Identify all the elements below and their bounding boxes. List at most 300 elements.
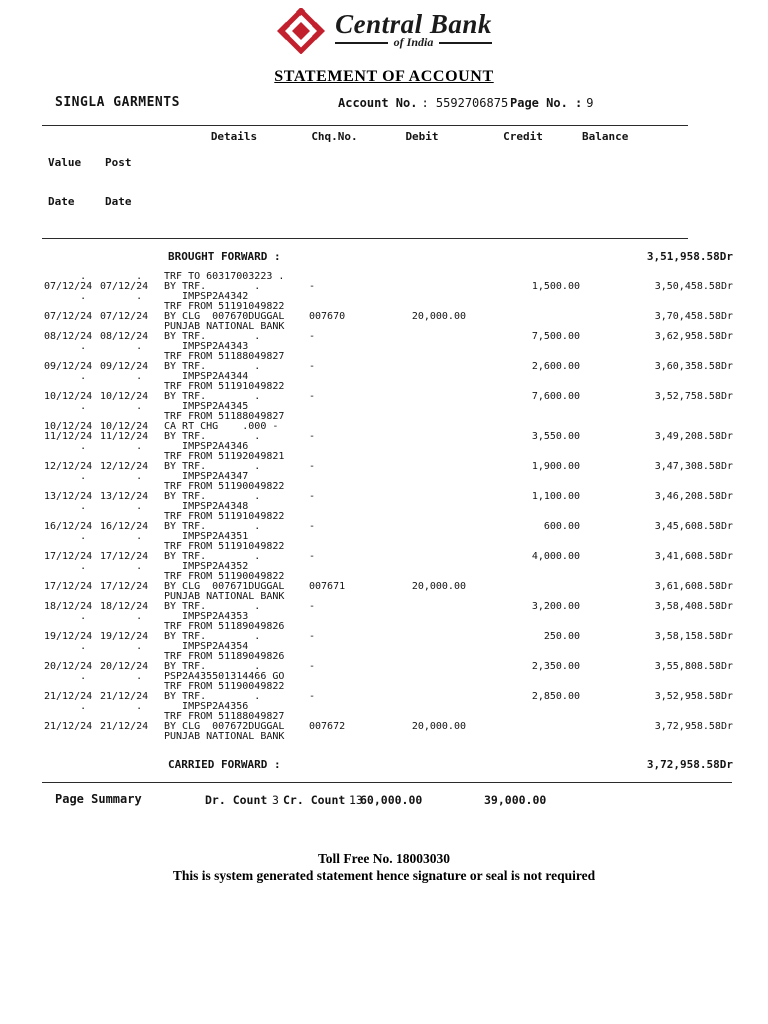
- cell-credit: [466, 702, 580, 712]
- cell-chq-no: -: [309, 491, 316, 502]
- cell-debit: [360, 462, 466, 472]
- cell-credit: [466, 562, 580, 572]
- cell-details: PUNJAB NATIONAL BANK: [164, 321, 285, 332]
- cell-debit: [360, 282, 466, 292]
- table-row: [44, 732, 768, 742]
- cell-post-date: .: [100, 701, 143, 712]
- cell-value-date: 16/12/24: [44, 521, 93, 532]
- cell-details: BY TRF. .: [164, 281, 261, 292]
- cell-chq-no: -: [309, 331, 316, 342]
- cell-chq-no: [304, 532, 360, 542]
- cell-post-date: .: [100, 341, 143, 352]
- cell-post-date: 09/12/24: [100, 361, 149, 372]
- cell-chq-no: -: [309, 521, 316, 532]
- cell-credit: [466, 712, 580, 722]
- cell-chq-no: -: [309, 691, 316, 702]
- table-row: [44, 292, 768, 302]
- cell-value-date: .: [44, 341, 87, 352]
- cell-chq-no: [304, 612, 360, 622]
- cell-post-date: .: [100, 611, 143, 622]
- cell-details: BY TRF. .: [164, 521, 261, 532]
- table-row: [44, 722, 768, 732]
- cell-details: BY TRF. .: [164, 691, 261, 702]
- cell-details: BY TRF. .: [164, 601, 261, 612]
- cell-chq-no: 007671: [309, 581, 346, 592]
- account-number: [338, 96, 508, 110]
- cell-chq-no: -: [309, 281, 316, 292]
- cell-balance: 3,70,458.58Dr: [654, 311, 733, 322]
- cell-details: CA RT CHG .000 -: [164, 421, 279, 432]
- cell-chq-no: -: [309, 631, 316, 642]
- cell-balance: 3,58,158.58Dr: [654, 631, 733, 642]
- cell-credit: [466, 642, 580, 652]
- bank-name-sub: of India: [393, 35, 434, 49]
- cr-count-label: Cr. Count: [283, 793, 346, 807]
- cell-post-date: 07/12/24: [100, 311, 149, 322]
- cell-balance: [580, 412, 733, 422]
- cell-credit: 3,550.00: [531, 431, 580, 442]
- cell-balance: [580, 702, 733, 712]
- table-row: [44, 412, 768, 422]
- cell-value-date: 19/12/24: [44, 631, 93, 642]
- carried-forward-row: [44, 759, 768, 771]
- cell-post-date: .: [100, 441, 143, 452]
- cell-credit: [466, 402, 580, 412]
- transaction-rows: [0, 272, 768, 742]
- table-row: [44, 642, 768, 652]
- cell-debit: [360, 702, 466, 712]
- cell-details: BY TRF. .: [164, 431, 261, 442]
- cell-details: TRF FROM 51190049822: [164, 571, 285, 582]
- cell-post-date: 17/12/24: [100, 551, 149, 562]
- cell-debit: [360, 472, 466, 482]
- cell-balance: 3,60,358.58Dr: [654, 361, 733, 372]
- cell-details: BY TRF. .: [164, 361, 261, 372]
- cell-chq-no: [304, 402, 360, 412]
- cell-credit: [466, 312, 580, 322]
- cell-credit: [466, 292, 580, 302]
- cell-details: BY TRF. .: [164, 631, 261, 642]
- cell-balance: 3,61,608.58Dr: [654, 581, 733, 592]
- cr-count-value: 13: [349, 793, 363, 807]
- cell-chq-no: -: [309, 431, 316, 442]
- cell-details: TRF FROM 51191049822: [164, 381, 285, 392]
- cell-balance: [580, 472, 733, 482]
- cell-post-date: .: [100, 291, 143, 302]
- cell-balance: [580, 402, 733, 412]
- cell-debit: [360, 352, 466, 362]
- cell-credit: 7,500.00: [531, 331, 580, 342]
- cell-details: BY TRF. .: [164, 551, 261, 562]
- cell-balance: 3,55,808.58Dr: [654, 661, 733, 672]
- cell-chq-no: [304, 342, 360, 352]
- cell-balance: [580, 672, 733, 682]
- table-row: [44, 342, 768, 352]
- cell-chq-no: [304, 292, 360, 302]
- cell-balance: 3,50,458.58Dr: [654, 281, 733, 292]
- cell-value-date: .: [44, 271, 87, 282]
- cell-debit: [360, 442, 466, 452]
- cell-credit: [466, 582, 580, 592]
- cell-post-date: .: [100, 401, 143, 412]
- cell-details: BY TRF. .: [164, 491, 261, 502]
- cell-details: IMPSP2A4343: [164, 341, 249, 352]
- disclaimer-line: This is system generated statement hence signature or seal is not required: [172, 868, 596, 883]
- cell-details: TRF FROM 51190049822: [164, 481, 285, 492]
- brought-forward-row: [44, 251, 768, 263]
- cell-balance: 3,46,208.58Dr: [654, 491, 733, 502]
- table-row: [44, 312, 768, 322]
- cell-details: IMPSP2A4353: [164, 611, 249, 622]
- cell-credit: 600.00: [543, 521, 580, 532]
- cell-details: IMPSP2A4342: [164, 291, 249, 302]
- cell-balance: 3,72,958.58Dr: [654, 721, 733, 732]
- col-header-debit: Debit: [405, 130, 439, 143]
- cell-post-date: 08/12/24: [100, 331, 149, 342]
- cell-debit: [360, 632, 466, 642]
- cell-value-date: 08/12/24: [44, 331, 93, 342]
- cell-details: PUNJAB NATIONAL BANK: [164, 731, 285, 742]
- cell-details: IMPSP2A4351: [164, 531, 249, 542]
- cell-balance: 3,45,608.58Dr: [654, 521, 733, 532]
- cell-balance: [580, 732, 733, 742]
- cell-post-date: .: [100, 561, 143, 572]
- cell-chq-no: [304, 412, 360, 422]
- cell-chq-no: [304, 502, 360, 512]
- table-header: [44, 126, 768, 238]
- cell-value-date: .: [44, 401, 87, 412]
- cell-details: TRF FROM 51188049827: [164, 711, 285, 722]
- cell-balance: 3,58,408.58Dr: [654, 601, 733, 612]
- col-header-value-date: [44, 130, 100, 234]
- table-row: [44, 392, 768, 402]
- col-header-chq-no: Chq.No.: [311, 130, 358, 143]
- bank-name-block: [335, 8, 492, 50]
- cell-debit: [360, 402, 466, 412]
- table-row: [44, 402, 768, 412]
- col-header-line1: Post: [105, 156, 132, 169]
- cell-chq-no: [304, 672, 360, 682]
- table-row: [44, 532, 768, 542]
- cell-post-date: 10/12/24: [100, 391, 149, 402]
- cell-value-date: 12/12/24: [44, 461, 93, 472]
- cell-debit: [360, 672, 466, 682]
- cell-debit: [360, 602, 466, 612]
- cell-value-date: 13/12/24: [44, 491, 93, 502]
- cell-credit: 1,100.00: [531, 491, 580, 502]
- table-row: [44, 472, 768, 482]
- cell-chq-no: [304, 562, 360, 572]
- cell-chq-no: -: [309, 461, 316, 472]
- cell-debit: [360, 502, 466, 512]
- table-row: [44, 662, 768, 672]
- cell-details: IMPSP2A4354: [164, 641, 249, 652]
- cell-debit: 20,000.00: [411, 581, 466, 592]
- statement-footer: [0, 850, 768, 884]
- cell-debit: [360, 342, 466, 352]
- bank-header: [0, 0, 768, 56]
- cell-debit: [360, 692, 466, 702]
- col-header-details: Details: [210, 130, 258, 143]
- cell-post-date: [100, 732, 164, 742]
- cell-balance: [580, 292, 733, 302]
- cell-debit: [360, 642, 466, 652]
- cell-credit: [466, 732, 580, 742]
- cell-debit: [360, 272, 466, 282]
- cell-chq-no: -: [309, 361, 316, 372]
- cell-chq-no: [304, 702, 360, 712]
- cell-chq-no: [304, 472, 360, 482]
- cell-post-date: 13/12/24: [100, 491, 149, 502]
- cell-details: TRF FROM 51191049822: [164, 541, 285, 552]
- cell-debit: [360, 332, 466, 342]
- cell-debit: [360, 492, 466, 502]
- cell-post-date: 19/12/24: [100, 631, 149, 642]
- debit-total: 60,000.00: [360, 793, 423, 807]
- cell-post-date: .: [100, 641, 143, 652]
- cell-value-date: .: [44, 671, 87, 682]
- table-row: [44, 432, 768, 442]
- cell-post-date: .: [100, 671, 143, 682]
- cell-post-date: 17/12/24: [100, 581, 149, 592]
- cell-chq-no: 007670: [309, 311, 346, 322]
- cell-value-date: 17/12/24: [44, 551, 93, 562]
- cell-details: TRF FROM 51191049822: [164, 301, 285, 312]
- cell-chq-no: [304, 372, 360, 382]
- cell-post-date: .: [100, 531, 143, 542]
- cell-debit: [360, 432, 466, 442]
- table-row: [44, 372, 768, 382]
- cell-debit: [360, 622, 466, 632]
- cell-value-date: 07/12/24: [44, 281, 93, 292]
- cell-details: IMPSP2A4348: [164, 501, 249, 512]
- cell-balance: [580, 442, 733, 452]
- cell-details: BY TRF. .: [164, 391, 261, 402]
- cell-balance: [580, 612, 733, 622]
- cell-balance: 3,47,308.58Dr: [654, 461, 733, 472]
- cell-value-date: 11/12/24: [44, 431, 93, 442]
- cell-details: IMPSP2A4344: [164, 371, 249, 382]
- cell-credit: 250.00: [543, 631, 580, 642]
- col-header-line2: Date: [105, 195, 132, 208]
- carried-forward-balance: 3,72,958.58Dr: [646, 758, 733, 771]
- table-row: [44, 332, 768, 342]
- cell-details: BY TRF. .: [164, 331, 261, 342]
- cell-debit: [360, 322, 466, 332]
- col-header-credit: Credit: [503, 130, 543, 143]
- account-info-row: [0, 95, 768, 113]
- page-summary: [0, 792, 768, 814]
- cell-value-date: 09/12/24: [44, 361, 93, 372]
- cell-debit: [360, 292, 466, 302]
- cell-credit: [466, 572, 580, 582]
- account-number-value: : 5592706875: [421, 96, 509, 110]
- cell-balance: [580, 532, 733, 542]
- cell-details: BY CLG 007672DUGGAL: [164, 721, 285, 732]
- cell-post-date: .: [100, 371, 143, 382]
- cell-post-date: 21/12/24: [100, 721, 149, 732]
- cell-credit: [466, 532, 580, 542]
- brought-forward-label: BROUGHT FORWARD :: [168, 250, 281, 263]
- cell-details: TRF FROM 51189049826: [164, 651, 285, 662]
- cell-debit: 20,000.00: [411, 311, 466, 322]
- table-row: [44, 462, 768, 472]
- cell-credit: [466, 672, 580, 682]
- cell-debit: [360, 542, 466, 552]
- cell-post-date: .: [100, 271, 143, 282]
- central-bank-logo-icon: [276, 8, 326, 54]
- cell-credit: 7,600.00: [531, 391, 580, 402]
- table-row: [44, 702, 768, 712]
- cell-debit: 20,000.00: [411, 721, 466, 732]
- table-row: [44, 582, 768, 592]
- cell-details: IMPSP2A4345: [164, 401, 249, 412]
- cell-value-date: 20/12/24: [44, 661, 93, 672]
- brought-forward-balance: 3,51,958.58Dr: [646, 250, 733, 263]
- cell-debit: [360, 652, 466, 662]
- cell-credit: 2,600.00: [531, 361, 580, 372]
- cell-post-date: .: [100, 501, 143, 512]
- credit-total: 39,000.00: [484, 793, 547, 807]
- cell-value-date: 18/12/24: [44, 601, 93, 612]
- cell-debit: [360, 362, 466, 372]
- table-bottom-rule: [42, 782, 732, 783]
- col-header-post-date: [100, 130, 164, 234]
- dr-count-label: Dr. Count: [205, 793, 268, 807]
- cell-details: IMPSP2A4356: [164, 701, 249, 712]
- cell-credit: 3,200.00: [531, 601, 580, 612]
- table-row: [44, 522, 768, 532]
- cell-debit: [360, 532, 466, 542]
- cell-balance: [580, 372, 733, 382]
- table-row: [44, 552, 768, 562]
- cell-debit: [360, 482, 466, 492]
- cell-debit: [360, 552, 466, 562]
- cell-chq-no: [304, 732, 360, 742]
- cell-debit: [360, 592, 466, 602]
- cell-chq-no: -: [309, 391, 316, 402]
- cell-value-date: .: [44, 611, 87, 622]
- toll-free-line: Toll Free No. 18003030: [318, 851, 450, 866]
- cell-value-date: .: [44, 371, 87, 382]
- cell-credit: [466, 412, 580, 422]
- cell-chq-no: -: [309, 661, 316, 672]
- cell-value-date: .: [44, 531, 87, 542]
- cell-credit: [466, 722, 580, 732]
- table-row: [44, 282, 768, 292]
- cell-value-date: .: [44, 441, 87, 452]
- cell-chq-no: 007672: [309, 721, 346, 732]
- cell-post-date: .: [100, 471, 143, 482]
- col-header-line2: Date: [48, 195, 75, 208]
- cell-credit: [466, 372, 580, 382]
- cell-debit: [360, 452, 466, 462]
- page-number-label: Page No. :: [510, 96, 583, 110]
- cell-balance: 3,52,958.58Dr: [654, 691, 733, 702]
- cell-value-date: 17/12/24: [44, 581, 93, 592]
- cell-balance: [580, 562, 733, 572]
- cell-details: TRF FROM 51188049827: [164, 411, 285, 422]
- bank-name-rule-right: [439, 42, 492, 44]
- cell-details: TRF FROM 51188049827: [164, 351, 285, 362]
- cell-post-date: 11/12/24: [100, 431, 149, 442]
- table-row: [44, 632, 768, 642]
- cell-details: BY TRF. .: [164, 461, 261, 472]
- cell-post-date: 16/12/24: [100, 521, 149, 532]
- dr-count-value: 3: [272, 793, 279, 807]
- cell-value-date: 21/12/24: [44, 721, 93, 732]
- cell-details: BY CLG 007670DUGGAL: [164, 311, 285, 322]
- carried-forward-label: CARRIED FORWARD :: [168, 758, 281, 771]
- cell-debit: [360, 372, 466, 382]
- cell-debit: [360, 522, 466, 532]
- cell-value-date: .: [44, 471, 87, 482]
- cell-details: IMPSP2A4347: [164, 471, 249, 482]
- cell-value-date: 21/12/24: [44, 691, 93, 702]
- cell-credit: 4,000.00: [531, 551, 580, 562]
- table-row: [44, 692, 768, 702]
- cell-balance: 3,41,608.58Dr: [654, 551, 733, 562]
- cell-details: IMPSP2A4346: [164, 441, 249, 452]
- cell-debit: [360, 682, 466, 692]
- cell-value-date: .: [44, 291, 87, 302]
- cell-credit: 1,900.00: [531, 461, 580, 472]
- table-header-rule: [42, 238, 688, 239]
- cell-debit: [360, 562, 466, 572]
- cell-balance: [580, 502, 733, 512]
- cell-details: BY CLG 007671DUGGAL: [164, 581, 285, 592]
- cell-details: TRF FROM 51191049822: [164, 511, 285, 522]
- page-number-value: 9: [586, 96, 594, 110]
- cell-details: TRF FROM 51190049822: [164, 681, 285, 692]
- cell-value-date: .: [44, 641, 87, 652]
- cell-details: PUNJAB NATIONAL BANK: [164, 591, 285, 602]
- cell-credit: [466, 502, 580, 512]
- cell-debit: [360, 412, 466, 422]
- cell-value-date: 07/12/24: [44, 311, 93, 322]
- cell-debit: [360, 382, 466, 392]
- cell-credit: [466, 342, 580, 352]
- table-row: [44, 502, 768, 512]
- cell-details: TRF FROM 51189049826: [164, 621, 285, 632]
- bank-name-rule-left: [335, 42, 388, 44]
- cell-debit: [360, 392, 466, 402]
- bank-name: Central Bank: [335, 9, 492, 39]
- cell-post-date: 07/12/24: [100, 281, 149, 292]
- page-summary-title: Page Summary: [55, 792, 142, 806]
- cell-post-date: 20/12/24: [100, 661, 149, 672]
- cell-credit: [466, 612, 580, 622]
- table-row: [44, 602, 768, 612]
- cell-details: PSP2A435501314466 GO: [164, 671, 285, 682]
- cell-credit: [466, 302, 580, 312]
- cell-balance: 3,62,958.58Dr: [654, 331, 733, 342]
- cell-value-date: 10/12/24: [44, 391, 93, 402]
- cell-value-date: .: [44, 701, 87, 712]
- account-number-label: Account No.: [338, 96, 418, 110]
- cell-details: TRF FROM 51192049821: [164, 451, 285, 462]
- cell-debit: [360, 662, 466, 672]
- cell-chq-no: -: [309, 601, 316, 612]
- col-header-line1: Value: [48, 156, 82, 169]
- cell-balance: [580, 342, 733, 352]
- page-number: [510, 96, 593, 110]
- cell-value-date: .: [44, 561, 87, 572]
- cell-balance: [580, 642, 733, 652]
- cell-credit: 2,350.00: [531, 661, 580, 672]
- statement-title: STATEMENT OF ACCOUNT: [274, 68, 494, 85]
- cell-details: IMPSP2A4352: [164, 561, 249, 572]
